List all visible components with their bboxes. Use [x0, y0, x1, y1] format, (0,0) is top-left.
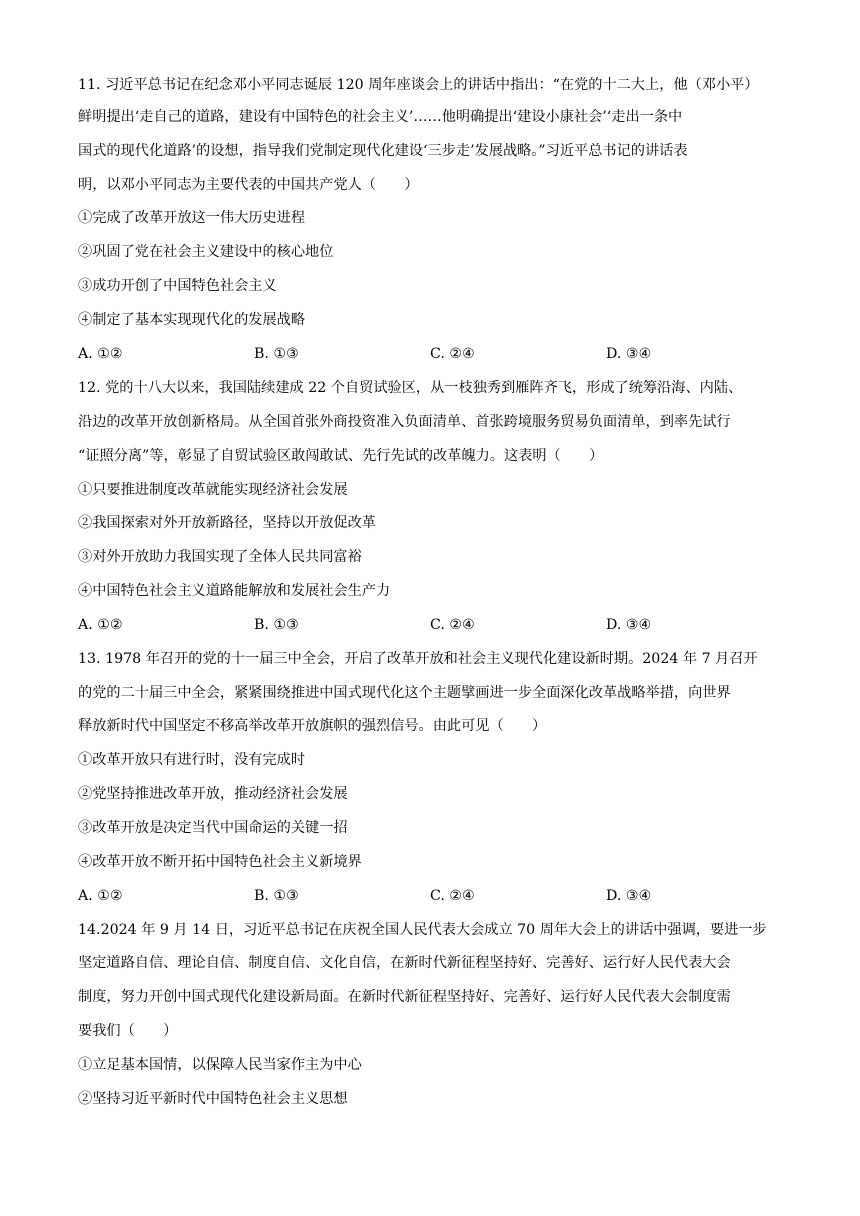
statement-1: ①改革开放只有进行时，没有完成时: [78, 752, 306, 768]
option-b[interactable]: B. ①③: [254, 346, 299, 362]
question-14-stem-line-4: 要我们（ ）: [78, 1023, 178, 1039]
option-c[interactable]: C. ②④: [430, 346, 475, 362]
statement-3: ③成功开创了中国特色社会主义: [78, 278, 277, 294]
statement-1: ①完成了改革开放这一伟大历史进程: [78, 210, 306, 226]
statement-2: ②巩固了党在社会主义建设中的核心地位: [78, 244, 334, 260]
answer-options: [78, 344, 778, 364]
statement-2: ②坚持习近平新时代中国特色社会主义思想: [78, 1091, 348, 1107]
option-c[interactable]: C. ②④: [430, 617, 475, 633]
question-14-stem-line-3: 制度，努力开创中国式现代化建设新局面。在新时代新征程坚持好、完善好、运行好人民代表大会制度需: [78, 989, 731, 1005]
question-number: 12.: [78, 380, 101, 396]
option-d[interactable]: D. ③④: [606, 346, 652, 362]
question-13-stem-line-1: 13. 1978 年召开的党的十一届三中全会，开启了改革开放和社会主义现代化建设新时期。2024 年 7 月召开: [78, 651, 758, 667]
option-d[interactable]: D. ③④: [606, 888, 652, 904]
question-11-stem-line-1: 11. 习近平总书记在纪念邓小平同志诞辰 120 周年座谈会上的讲话中指出：“在党的十二大上，他（邓小平）: [78, 77, 759, 93]
option-c[interactable]: C. ②④: [430, 888, 475, 904]
option-b[interactable]: B. ①③: [254, 888, 299, 904]
question-11-stem-line-4: 明，以邓小平同志为主要代表的中国共产党人（ ）: [78, 177, 419, 193]
question-12-stem-line-3: “证照分离”等，彰显了自贸试验区敢闯敢试、先行先试的改革魄力。这表明（ ）: [78, 448, 604, 464]
statement-4: ④制定了基本实现现代化的发展战略: [78, 312, 306, 328]
question-number: 11.: [78, 77, 101, 93]
option-a[interactable]: A. ①②: [78, 888, 123, 904]
question-number: 13.: [78, 651, 101, 667]
option-a[interactable]: A. ①②: [78, 346, 123, 362]
statement-2: ②党坚持推进改革开放，推动经济社会发展: [78, 786, 348, 802]
question-12-stem-line-2: 沿边的改革开放创新格局。从全国首张外商投资准入负面清单、首张跨境服务贸易负面清单，到率先试行: [78, 414, 731, 430]
question-11-stem-line-3: 国式的现代化道路’的设想，指导我们党制定现代化建设‘三步走’发展战略。”习近平总书记的讲话表: [78, 143, 688, 159]
question-13-stem-line-2: 的党的二十届三中全会，紧紧围绕推进中国式现代化这个主题擘画进一步全面深化改革战略举措，向世界: [78, 685, 731, 701]
question-14-stem-line-2: 坚定道路自信、理论自信、制度自信、文化自信，在新时代新征程坚持好、完善好、运行好人民代表大会: [78, 955, 731, 971]
statement-1: ①只要推进制度改革就能实现经济社会发展: [78, 482, 348, 498]
question-12-stem-line-1: 12. 党的十八大以来，我国陆续建成 22 个自贸试验区，从一枝独秀到雁阵齐飞，形成了统筹沿海、内陆、: [78, 380, 743, 396]
question-13-stem-line-3: 释放新时代中国坚定不移高举改革开放旗帜的强烈信号。由此可见（ ）: [78, 718, 547, 734]
answer-options: [78, 615, 778, 635]
option-d[interactable]: D. ③④: [606, 617, 652, 633]
statement-1: ①立足基本国情，以保障人民当家作主为中心: [78, 1057, 362, 1073]
statement-2: ②我国探索对外开放新路径，坚持以开放促改革: [78, 515, 376, 531]
statement-3: ③对外开放助力我国实现了全体人民共同富裕: [78, 549, 362, 565]
question-11-stem-line-2: 鲜明提出‘走自己的道路，建设有中国特色的社会主义’……他明确提出‘建设小康社会’‘走出一条中: [78, 109, 683, 125]
statement-4: ④中国特色社会主义道路能解放和发展社会生产力: [78, 583, 391, 599]
statement-3: ③改革开放是决定当代中国命运的关键一招: [78, 820, 348, 836]
question-number: 14.: [78, 922, 101, 938]
statement-4: ④改革开放不断开拓中国特色社会主义新境界: [78, 854, 362, 870]
option-a[interactable]: A. ①②: [78, 617, 123, 633]
question-14-stem-line-1: 14.2024 年 9 月 14 日，习近平总书记在庆祝全国人民代表大会成立 70 周年大会上的讲话中强调，要进一步: [78, 922, 767, 938]
answer-options: [78, 886, 778, 906]
option-b[interactable]: B. ①③: [254, 617, 299, 633]
